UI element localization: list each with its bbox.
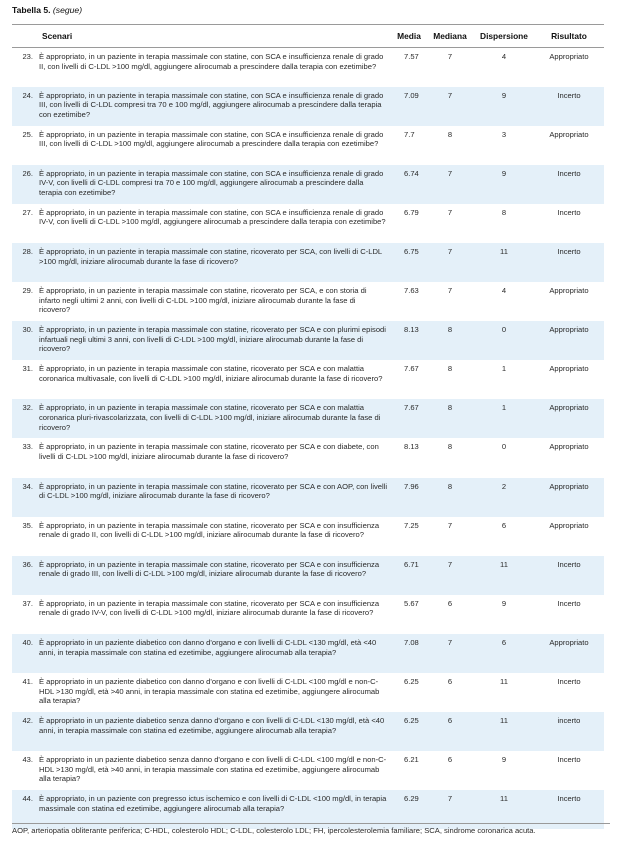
row-mediana: 7 bbox=[447, 207, 453, 217]
row-question: È appropriato, in un paziente in terapia massimale con statine, ricoverato per SCA, e con storia di infarto negli ultimi 2 anni, con livelli di C-LDL >100 mg/dl, iniziare alirocumab durante la fase di ricovero? bbox=[39, 286, 367, 315]
row-mediana: 7 bbox=[447, 286, 453, 296]
row-media: 7.08 bbox=[392, 634, 426, 673]
table-row bbox=[12, 165, 604, 204]
row-risultato: Incerto bbox=[557, 755, 581, 765]
row-mediana: 6 bbox=[426, 712, 474, 751]
row-dispersione: 11 bbox=[474, 712, 534, 751]
row-risultato: Incerto bbox=[557, 207, 581, 217]
row-number: 40. bbox=[12, 634, 38, 673]
row-risultato: Appropriato bbox=[549, 364, 589, 374]
row-mediana: 8 bbox=[426, 399, 474, 438]
row-question: È appropriato, in un paziente in terapia massimale con statine, con SCA e insufficienza renale di grado II, con livelli di C-LDL >100 mg/dl, aggiungere alirocumab a prescindere dalla terapia con ezetimibe? bbox=[39, 52, 384, 71]
row-mediana: 7 bbox=[426, 790, 474, 829]
row-question: È appropriato, in un paziente in terapia massimale con statine, con SCA e insufficienza renale di grado III, con livelli di C-LDL >100 mg/dl, aggiungere alirocumab a prescindere dalla terapia con ezetimibe? bbox=[39, 129, 384, 149]
row-number: 43. bbox=[22, 755, 33, 765]
row-mediana: 6 bbox=[447, 598, 453, 608]
row-question: È appropriato, in un paziente in terapia massimale con statine, ricoverato per SCA e con plurimi episodi infartuali negli ultimi 3 anni, con livelli di C-LDL >100 mg/dl, iniziare alirocumab durante la fase di ricovero? bbox=[38, 321, 392, 360]
row-mediana: 8 bbox=[447, 364, 453, 374]
table-row bbox=[12, 438, 604, 477]
row-dispersione: 6 bbox=[501, 520, 507, 530]
table-row bbox=[12, 360, 604, 399]
row-risultato: Incerto bbox=[534, 165, 604, 204]
header-mediana: Mediana bbox=[426, 25, 474, 48]
table-row bbox=[12, 87, 604, 126]
row-dispersione: 2 bbox=[474, 478, 534, 517]
row-number: 24. bbox=[12, 87, 38, 126]
row-risultato: Appropriato bbox=[534, 634, 604, 673]
row-number: 25. bbox=[22, 129, 33, 139]
row-media: 7.67 bbox=[392, 399, 426, 438]
row-media: 7.96 bbox=[392, 478, 426, 517]
row-media: 5.67 bbox=[404, 598, 419, 608]
header-risultato: Risultato bbox=[534, 25, 604, 48]
table-row bbox=[12, 48, 604, 87]
row-risultato: Appropriato bbox=[549, 442, 589, 452]
table-row bbox=[12, 204, 604, 243]
row-question: È appropriato, in un paziente in terapia massimale con statine, ricoverato per SCA e con insufficienza renale di grado II, con livelli di C-LDL >100 mg/dl, iniziare alirocumab durante la fase di ricovero? bbox=[39, 520, 380, 540]
row-dispersione: 8 bbox=[501, 207, 507, 217]
row-mediana: 7 bbox=[426, 87, 474, 126]
caption-label: Tabella 5. bbox=[12, 5, 51, 15]
row-mediana: 8 bbox=[426, 321, 474, 360]
row-media: 7.25 bbox=[404, 520, 419, 530]
row-question: È appropriato, in un paziente in terapia massimale con statine, ricoverato per SCA e con malattia coronarica pluri-rivascolarizzata, con livelli di C-LDL >100 mg/dl, iniziare alirocumab durante la fase di ricovero? bbox=[38, 399, 392, 438]
caption-note: (segue) bbox=[52, 5, 83, 15]
header-scenari: Scenari bbox=[38, 25, 392, 48]
row-mediana: 8 bbox=[447, 442, 453, 452]
row-question: È appropriato, in un paziente in terapia massimale con statine, con SCA e insufficienza renale di grado IV-V, con livelli di C-LDL compresi tra 70 e 100 mg/dl, aggiungere alirocumab a prescindere dalla terapia con ezetimibe? bbox=[38, 165, 392, 204]
row-dispersione: 11 bbox=[474, 556, 534, 595]
row-dispersione: 4 bbox=[501, 286, 507, 296]
row-risultato: Appropriato bbox=[549, 52, 589, 61]
row-mediana: 8 bbox=[426, 478, 474, 517]
table-row bbox=[12, 712, 604, 751]
row-media: 7.09 bbox=[392, 87, 426, 126]
row-number: 42. bbox=[12, 712, 38, 751]
row-dispersione: 4 bbox=[501, 52, 507, 61]
row-question: È appropriato in un paziente diabetico senza danno d'organo e con livelli di C-LDL <130 mg/dl, età <40 anni, in terapia massimale con statina ed ezetimibe, aggiungere alirocumab alla terapia? bbox=[38, 712, 392, 751]
row-question: È appropriato, in un paziente in terapia massimale con statine, con SCA e insufficienza renale di grado III, con livelli di C-LDL compresi tra 70 e 100 mg/dl, aggiungere alirocumab a prescindere dalla terapia con ezetimibe? bbox=[38, 87, 392, 126]
table-footnote: AOP, arteriopatia obliterante periferica; C-HDL, colesterolo HDL; C-LDL, colesterolo LDL; FH, ipercolesterolemia familiare; SCA, sindrome coronarica acuta. bbox=[12, 823, 610, 836]
row-media: 6.71 bbox=[392, 556, 426, 595]
table-row bbox=[12, 556, 604, 595]
row-media: 7.67 bbox=[404, 364, 419, 374]
row-risultato: Appropriato bbox=[549, 286, 589, 296]
header-dispersione: Dispersione bbox=[474, 25, 534, 48]
row-question: È appropriato, in un paziente in terapia massimale con statine, ricoverato per SCA e con malattia coronarica multivasale, con livelli di C-LDL >100 mg/dl, iniziare alirocumab durante la fase di ricovero? bbox=[39, 364, 383, 383]
row-mediana: 7 bbox=[426, 556, 474, 595]
row-number: 41. bbox=[22, 677, 33, 686]
row-risultato: Incerto bbox=[534, 790, 604, 829]
table-row bbox=[12, 282, 604, 321]
row-dispersione: 11 bbox=[474, 790, 534, 829]
row-number: 35. bbox=[22, 520, 33, 530]
row-risultato: Incerto bbox=[534, 243, 604, 282]
table-row bbox=[12, 399, 604, 438]
row-risultato: Incerto bbox=[534, 87, 604, 126]
row-question: È appropriato, in un paziente in terapia massimale con statine, ricoverato per SCA e con AOP, con livelli di C-LDL >100 mg/dl, iniziare alirocumab durante la fase di ricovero? bbox=[38, 478, 392, 517]
row-media: 6.74 bbox=[392, 165, 426, 204]
row-question: È appropriato in un paziente diabetico con danno d'organo e con livelli di C-LDL <100 mg/dl e non-C-HDL >130 mg/dl, età >40 anni, in terapia massimale con statina ed ezetimibe, aggiungere alirocumab alla terapia? bbox=[39, 677, 380, 706]
row-dispersione: 3 bbox=[501, 129, 507, 139]
row-question: È appropriato, in un paziente in terapia massimale con statine, con SCA e insufficienza renale di grado IV-V, con livelli di C-LDL >100 mg/dl, aggiungere alirocumab a prescindere dalla terapia con ezetimibe? bbox=[39, 207, 386, 227]
row-number: 30. bbox=[12, 321, 38, 360]
table-body bbox=[12, 48, 604, 830]
row-risultato: Appropriato bbox=[534, 399, 604, 438]
row-media: 6.25 bbox=[392, 712, 426, 751]
row-risultato: Incerto bbox=[557, 677, 581, 686]
table-row bbox=[12, 517, 604, 556]
row-number: 31. bbox=[22, 364, 33, 374]
row-dispersione: 1 bbox=[474, 399, 534, 438]
row-media: 6.29 bbox=[392, 790, 426, 829]
row-number: 28. bbox=[12, 243, 38, 282]
row-number: 23. bbox=[22, 52, 33, 61]
row-dispersione: 6 bbox=[474, 634, 534, 673]
header-row bbox=[12, 25, 604, 48]
row-media: 7.57 bbox=[404, 52, 419, 61]
row-number: 26. bbox=[12, 165, 38, 204]
row-media: 6.21 bbox=[404, 755, 419, 765]
row-media: 8.13 bbox=[404, 442, 419, 452]
row-dispersione: 1 bbox=[501, 364, 507, 374]
row-media: 6.75 bbox=[392, 243, 426, 282]
table-caption bbox=[12, 5, 82, 15]
row-mediana: 7 bbox=[426, 165, 474, 204]
row-dispersione: 9 bbox=[501, 755, 507, 765]
row-question: È appropriato in un paziente diabetico con danno d'organo e con livelli di C-LDL <130 mg/dl, età <40 anni, in terapia massimale con statina ed ezetimibe, aggiungere alirocumab alla terapia? bbox=[38, 634, 392, 673]
row-number: 37. bbox=[22, 598, 33, 608]
row-number: 34. bbox=[12, 478, 38, 517]
row-mediana: 6 bbox=[447, 755, 453, 765]
row-number: 36. bbox=[12, 556, 38, 595]
row-number: 44. bbox=[12, 790, 38, 829]
row-dispersione: 9 bbox=[501, 598, 507, 608]
row-number: 33. bbox=[22, 442, 33, 452]
row-media: 6.79 bbox=[404, 207, 419, 217]
header-number bbox=[12, 25, 38, 48]
row-question: È appropriato, in un paziente con pregresso ictus ischemico e con livelli di C-LDL <100 mg/dl, in terapia massimale con statina ed ezetimibe, aggiungere alirocumab alla terapia? bbox=[38, 790, 392, 829]
row-mediana: 7 bbox=[447, 520, 453, 530]
row-number: 29. bbox=[22, 286, 33, 296]
row-dispersione: 0 bbox=[501, 442, 507, 452]
row-question: È appropriato, in un paziente in terapia massimale con statine, ricoverato per SCA e con insufficienza renale di grado III, con livelli di C-LDL >100 mg/dl, iniziare alirocumab durante la fase di ricovero? bbox=[38, 556, 392, 595]
row-risultato: Appropriato bbox=[534, 478, 604, 517]
row-mediana: 8 bbox=[447, 129, 453, 139]
row-number: 32. bbox=[12, 399, 38, 438]
table-row bbox=[12, 634, 604, 673]
table-row bbox=[12, 595, 604, 634]
table-row bbox=[12, 126, 604, 165]
row-number: 27. bbox=[22, 207, 33, 217]
table-row bbox=[12, 478, 604, 517]
table-row bbox=[12, 321, 604, 360]
header-media: Media bbox=[392, 25, 426, 48]
row-media: 7.7 bbox=[404, 129, 415, 139]
row-risultato: Appropriato bbox=[534, 321, 604, 360]
row-media: 8.13 bbox=[392, 321, 426, 360]
row-mediana: 7 bbox=[426, 243, 474, 282]
row-risultato: Incerto bbox=[534, 556, 604, 595]
row-media: 7.63 bbox=[404, 286, 419, 296]
row-question: È appropriato, in un paziente in terapia massimale con statine, ricoverato per SCA e con insufficienza renale di grado IV-V, con livelli di C-LDL >100 mg/dl, iniziare alirocumab durante la fase di ricovero? bbox=[39, 598, 380, 618]
row-dispersione: 0 bbox=[474, 321, 534, 360]
table-row bbox=[12, 673, 604, 712]
row-dispersione: 11 bbox=[500, 677, 508, 686]
row-risultato: incerto bbox=[534, 712, 604, 751]
row-mediana: 6 bbox=[447, 677, 453, 686]
row-dispersione: 9 bbox=[474, 87, 534, 126]
row-risultato: Incerto bbox=[557, 598, 581, 608]
row-question: È appropriato, in un paziente in terapia massimale con statine, ricoverato per SCA, con livelli di C-LDL >100 mg/dl, iniziare alirocumab durante la fase di ricovero? bbox=[38, 243, 392, 282]
row-risultato: Appropriato bbox=[549, 129, 589, 139]
row-risultato: Appropriato bbox=[549, 520, 589, 530]
row-question: È appropriato, in un paziente in terapia massimale con statine, ricoverato per SCA e con diabete, con livelli di C-LDL >100 mg/dl, iniziare alirocumab durante la fase di ricovero? bbox=[39, 442, 379, 462]
row-mediana: 7 bbox=[447, 52, 453, 61]
row-dispersione: 9 bbox=[474, 165, 534, 204]
row-mediana: 7 bbox=[426, 634, 474, 673]
table-row bbox=[12, 751, 604, 790]
row-question: È appropriato in un paziente diabetico senza danno d'organo e con livelli di C-LDL <100 mg/dl e non-C-HDL >130 mg/dl, età >40 anni, in terapia massimale con statina ed ezetimibe, aggiungere alirocumab alla terapia? bbox=[39, 755, 387, 784]
scenari-table bbox=[12, 24, 604, 829]
row-media: 6.25 bbox=[404, 677, 419, 686]
row-dispersione: 11 bbox=[474, 243, 534, 282]
table-row bbox=[12, 243, 604, 282]
